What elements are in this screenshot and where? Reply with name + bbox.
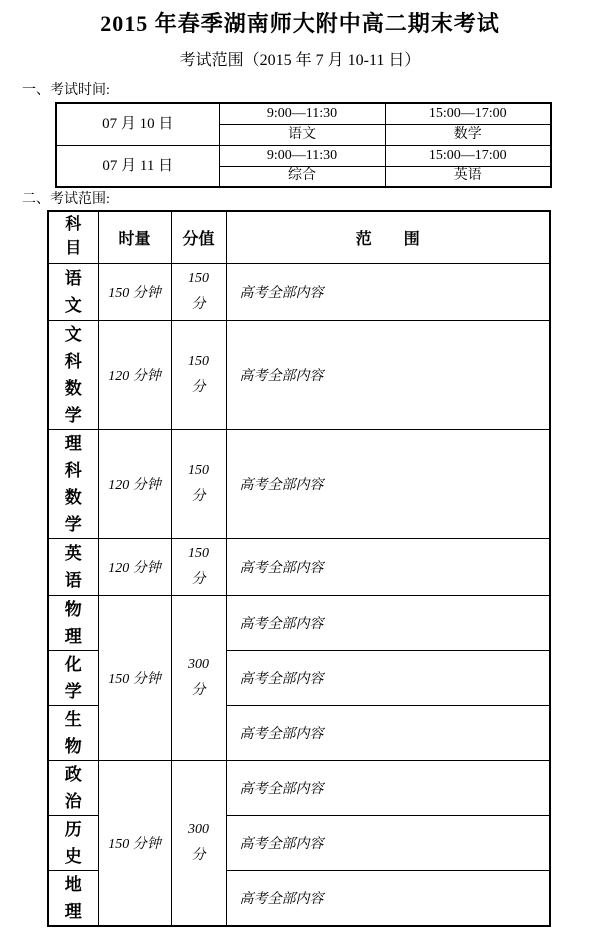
exam-time-cell: 15:00—17:00 bbox=[385, 103, 551, 124]
table-row bbox=[56, 103, 551, 124]
subject-cell: 政治 bbox=[48, 760, 98, 815]
table-row bbox=[48, 760, 550, 815]
exam-subject-cell: 英语 bbox=[385, 166, 551, 187]
exam-schedule-table bbox=[55, 102, 552, 188]
exam-subject-cell: 综合 bbox=[219, 166, 385, 187]
subject-cell: 语文 bbox=[48, 263, 98, 320]
section-2-heading: 二、考试范围: bbox=[22, 192, 110, 207]
points-cell: 150 分 bbox=[171, 320, 226, 429]
points-cell-merged: 300 分 bbox=[171, 760, 226, 926]
document-title: 2015 年春季湖南师大附中高二期末考试 bbox=[100, 11, 500, 36]
points-cell-merged: 300 分 bbox=[171, 595, 226, 760]
table-row bbox=[48, 263, 550, 320]
duration-cell: 120 分钟 bbox=[98, 320, 171, 429]
scope-cell: 高考全部内容 bbox=[226, 263, 550, 320]
header-points-cell: 分值 bbox=[171, 211, 226, 263]
table-header-row bbox=[48, 211, 550, 263]
document-subtitle: 考试范围（2015 年 7 月 10-11 日） bbox=[179, 52, 421, 69]
duration-cell-merged: 150 分钟 bbox=[98, 595, 171, 760]
points-cell: 150 分 bbox=[171, 538, 226, 595]
exam-scope-table bbox=[47, 210, 551, 927]
subject-cell: 理科数学 bbox=[48, 429, 98, 538]
exam-subject-cell: 语文 bbox=[219, 124, 385, 145]
duration-cell: 150 分钟 bbox=[98, 263, 171, 320]
exam-subject-cell: 数学 bbox=[385, 124, 551, 145]
exam-time-cell: 15:00—17:00 bbox=[385, 145, 551, 166]
exam-time-cell: 9:00—11:30 bbox=[219, 103, 385, 124]
table-row bbox=[48, 538, 550, 595]
exam-date-cell: 07 月 11 日 bbox=[56, 145, 219, 187]
header-scope-cell: 范 围 bbox=[226, 211, 550, 263]
subject-cell: 物理 bbox=[48, 595, 98, 650]
scope-cell: 高考全部内容 bbox=[226, 320, 550, 429]
scope-cell: 高考全部内容 bbox=[226, 705, 550, 760]
scope-cell: 高考全部内容 bbox=[226, 760, 550, 815]
scope-cell: 高考全部内容 bbox=[226, 429, 550, 538]
duration-cell: 120 分钟 bbox=[98, 429, 171, 538]
subject-cell: 文科数学 bbox=[48, 320, 98, 429]
scope-cell: 高考全部内容 bbox=[226, 650, 550, 705]
scope-cell: 高考全部内容 bbox=[226, 870, 550, 926]
subject-cell: 历史 bbox=[48, 815, 98, 870]
table-row bbox=[48, 429, 550, 538]
duration-cell-merged: 150 分钟 bbox=[98, 760, 171, 926]
subject-cell: 英语 bbox=[48, 538, 98, 595]
section-1-heading: 一、考试时间: bbox=[22, 83, 110, 98]
scope-cell: 高考全部内容 bbox=[226, 595, 550, 650]
subject-cell: 生物 bbox=[48, 705, 98, 760]
subject-cell: 化学 bbox=[48, 650, 98, 705]
duration-cell: 120 分钟 bbox=[98, 538, 171, 595]
subject-cell: 地理 bbox=[48, 870, 98, 926]
header-subject-cell: 科目 bbox=[48, 211, 98, 263]
points-cell: 150 分 bbox=[171, 429, 226, 538]
table-row bbox=[48, 595, 550, 650]
scope-cell: 高考全部内容 bbox=[226, 538, 550, 595]
scope-cell: 高考全部内容 bbox=[226, 815, 550, 870]
table-row bbox=[48, 320, 550, 429]
exam-date-cell: 07 月 10 日 bbox=[56, 103, 219, 145]
points-cell: 150 分 bbox=[171, 263, 226, 320]
table-row bbox=[56, 145, 551, 166]
header-duration-cell: 时量 bbox=[98, 211, 171, 263]
exam-time-cell: 9:00—11:30 bbox=[219, 145, 385, 166]
